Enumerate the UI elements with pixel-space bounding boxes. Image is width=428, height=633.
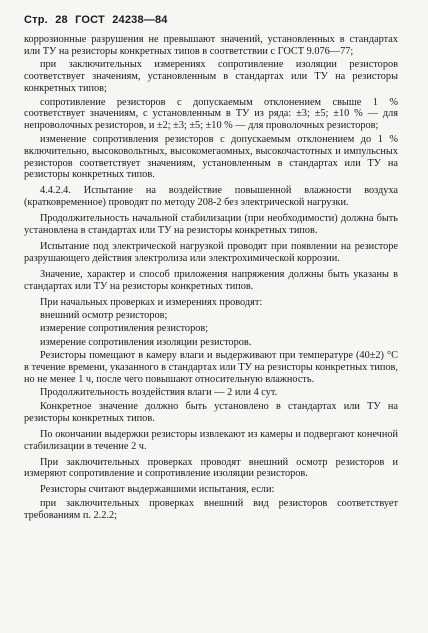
paragraph-stabilization: Продолжительность начальной стабилизации (при необходимости) должна быть установлена в стандартах или ТУ на резисторы конкретных типов. — [24, 213, 398, 237]
page-number: 28 — [55, 14, 68, 26]
paragraph-electrical-load: Испытание под электрической нагрузкой проводят при появлении на резисторе разрушающего действия электролиза или электрохимической коррозии. — [24, 241, 398, 264]
page-label: Стр. — [24, 14, 48, 26]
paragraph-corrosion: коррозионные разрушения не превышают значений, установленных в стандартах или ТУ на резисторы конкретных типов в соответствии с ГОСТ 9.076—77; — [24, 34, 398, 57]
list-item-resistance-measurement: измерение сопротивления резисторов; — [40, 323, 209, 335]
list-item-insulation-measurement: измерение сопротивления изоляции резисторов. — [40, 336, 252, 348]
document-body — [24, 34, 398, 522]
paragraph-initial-checks: При начальных проверках и измерениях проводят: — [40, 296, 263, 308]
paragraph-humidity-chamber: Резисторы помещают в камеру влаги и выдерживают при температуре (40±2) °С в течение времени, указанного в стандартах или ТУ на резисторы конкретных типов, но не менее 1 ч, после чего повышают относительную влажность. — [24, 350, 398, 386]
paragraph-resistance-tolerance: сопротивление резисторов с допускаемым отклонением свыше 1 % соответствует значениям, с установленным в ТУ из ряда: ±3; ±5; ±10 % — для непроволочных резисторов, и ±2; ±3; ±5; ±10 % — для проволочных резисторов; — [24, 96, 398, 132]
standard-number: 24238—84 — [112, 14, 168, 26]
page-header — [24, 14, 398, 26]
paragraph-duration: Продолжительность воздействия влаги — 2 или 4 сут. — [40, 387, 278, 399]
paragraph-final-stabilization: По окончании выдержки резисторы извлекают из камеры и подвергают конечной стабилизации в течение 2 ч. — [24, 428, 398, 452]
standard-name: ГОСТ — [75, 14, 105, 26]
paragraph-final-checks: При заключительных проверках проводят внешний осмотр резисторов и измеряют сопротивление и сопротивление изоляции резисторов. — [24, 456, 398, 480]
paragraph-specific-value: Конкретное значение должно быть установлено в стандартах или ТУ на резисторы конкретных типов. — [24, 400, 398, 424]
paragraph-section-4-4-2-4: 4.4.2.4. Испытание на воздействие повышенной влажности воздуха (кратковременное) проводят по методу 208-2 без электрической нагрузки. — [24, 185, 398, 209]
paragraph-pass-criteria: Резисторы считают выдержавшими испытания, если: — [40, 484, 275, 496]
paragraph-resistance-change: изменение сопротивления резисторов с допускаемым отклонением до 1 % включительно, высоковольтных, высокомегаомных, высокочастотных и импульсных резисторов соответствует значениям, установленным в стандартах или ТУ на резисторы конкретных типов. — [24, 133, 398, 181]
paragraph-appearance-requirement: при заключительных проверках внешний вид резисторов соответствует требованиям п. 2.2.2; — [24, 497, 398, 521]
paragraph-insulation: при заключительных измерениях сопротивление изоляции резисторов соответствует значениям, установленным в стандартах или ТУ на резисторы конкретных типов; — [24, 59, 398, 95]
list-item-visual-inspection: внешний осмотр резисторов; — [40, 310, 168, 322]
paragraph-voltage: Значение, характер и способ приложения напряжения должны быть указаны в стандартах или ТУ на резисторы конкретных типов. — [24, 268, 398, 292]
